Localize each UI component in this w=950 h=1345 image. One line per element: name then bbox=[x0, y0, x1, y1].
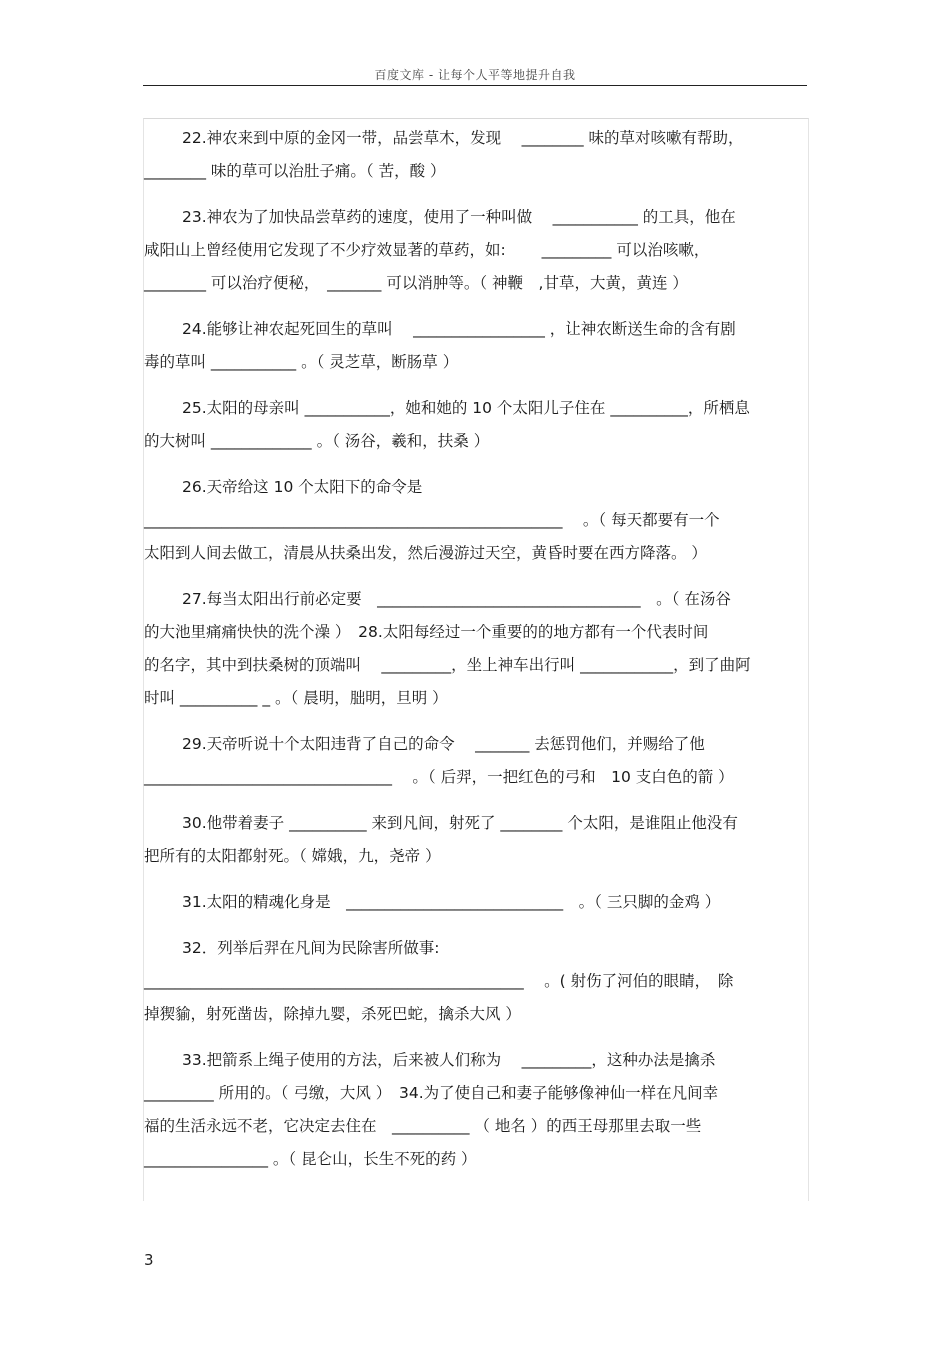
question-text-line: 30.他带着妻子 __________ 来到凡间，射死了 ________ 个太阳，是谁阻止他没有 bbox=[182, 814, 738, 832]
question-item bbox=[144, 886, 806, 919]
question-text-line: 32．列举后羿在凡间为民除害所做事: bbox=[182, 939, 440, 957]
question-item bbox=[144, 583, 806, 715]
question-continuation-line: ________ 味的草可以治肚子痛。（ 苦，酸 ） bbox=[144, 162, 446, 180]
page-number: 3 bbox=[144, 1251, 154, 1269]
question-item bbox=[144, 807, 806, 873]
question-continuation-line: ______________________________________________________ 。（ 每天都要有一个 bbox=[144, 511, 720, 529]
question-item bbox=[144, 201, 806, 300]
question-continuation-line: 时叫 __________ _ 。（ 晨明，朏明，旦明 ） bbox=[144, 689, 448, 707]
question-continuation-line: 太阳到人间去做工，清晨从扶桑出发，然后漫游过天空，黄昏时要在西方降落。 ） bbox=[144, 544, 707, 562]
question-continuation-line: 毒的草叫 ___________ 。（ 灵芝草，断肠草 ） bbox=[144, 353, 459, 371]
question-item bbox=[144, 932, 806, 1031]
question-continuation-line: ________________ 。（ 昆仑山，长生不死的药 ） bbox=[144, 1150, 477, 1168]
question-item bbox=[144, 471, 806, 570]
question-continuation-line: 的大池里痛痛快快的洗个澡 ） 28.太阳每经过一个重要的的地方都有一个代表时间 bbox=[144, 623, 709, 641]
question-text-line: 23.神农为了加快品尝草药的速度，使用了一种叫做 ___________ 的工具，他在 bbox=[182, 208, 736, 226]
question-continuation-line: ________________________________ 。（ 后羿，一把红色的弓和 10 支白色的箭 ） bbox=[144, 768, 734, 786]
question-continuation-line: 的大树叫 _____________ 。（ 汤谷，羲和，扶桑 ） bbox=[144, 432, 490, 450]
page-header: 百度文库 - 让每个人平等地提升自我 bbox=[374, 68, 576, 82]
question-item bbox=[144, 1044, 806, 1176]
question-continuation-line: ________ 可以治疗便秘， _______ 可以消肿等。（ 神鞭 ,甘草，大黄，黄连 ） bbox=[144, 274, 688, 292]
question-item bbox=[144, 392, 806, 458]
question-text-line: 29.天帝听说十个太阳违背了自己的命令 _______ 去惩罚他们，并赐给了他 bbox=[182, 735, 705, 753]
question-continuation-line: 的名字，其中到扶桑树的顶端叫 _________，坐上神车出行叫 ____________，到了曲阿 bbox=[144, 656, 751, 674]
question-continuation-line: 掉猰貐，射死凿齿，除掉九婴，杀死巴蛇，擒杀大风 ） bbox=[144, 1005, 521, 1023]
header-divider bbox=[143, 85, 807, 86]
question-continuation-line: 福的生活永远不老，它决定去住在 __________ （ 地名 ）的西王母那里去取一些 bbox=[144, 1117, 702, 1135]
question-item bbox=[144, 122, 806, 188]
question-text-line: 31.太阳的精魂化身是 ____________________________ 。（ 三只脚的金鸡 ） bbox=[182, 893, 721, 911]
question-continuation-line: _________________________________________________ 。( 射伤了河伯的眼睛， 除 bbox=[144, 972, 734, 990]
question-text-line: 22.神农来到中原的金冈一带，品尝草木，发现 ________ 味的草对咳嗽有帮助， bbox=[182, 129, 744, 147]
question-item bbox=[144, 728, 806, 794]
question-continuation-line: _________ 所用的。（ 弓缴，大风 ） 34.为了使自己和妻子能够像神仙一样在凡间幸 bbox=[144, 1084, 719, 1102]
question-text-line: 25.太阳的母亲叫 ___________，她和她的 10 个太阳儿子住在 __________，所栖息 bbox=[182, 399, 750, 417]
question-text-line: 27.每当太阳出行前必定要 __________________________________ 。（ 在汤谷 bbox=[182, 590, 731, 608]
question-item bbox=[144, 313, 806, 379]
question-continuation-line: 把所有的太阳都射死。（ 嫦娥，九，尧帝 ） bbox=[144, 847, 441, 865]
question-text-line: 26.天帝给这 10 个太阳下的命令是 bbox=[182, 478, 423, 496]
question-list bbox=[144, 122, 806, 1189]
question-text-line: 24.能够让神农起死回生的草叫 _________________ ，让神农断送生命的含有剧 bbox=[182, 320, 736, 338]
question-continuation-line: 咸阳山上曾经使用它发现了不少疗效显著的草药，如: _________ 可以治咳嗽， bbox=[144, 241, 710, 259]
question-text-line: 33.把箭系上绳子使用的方法，后来被人们称为 _________，这种办法是擒杀 bbox=[182, 1051, 716, 1069]
